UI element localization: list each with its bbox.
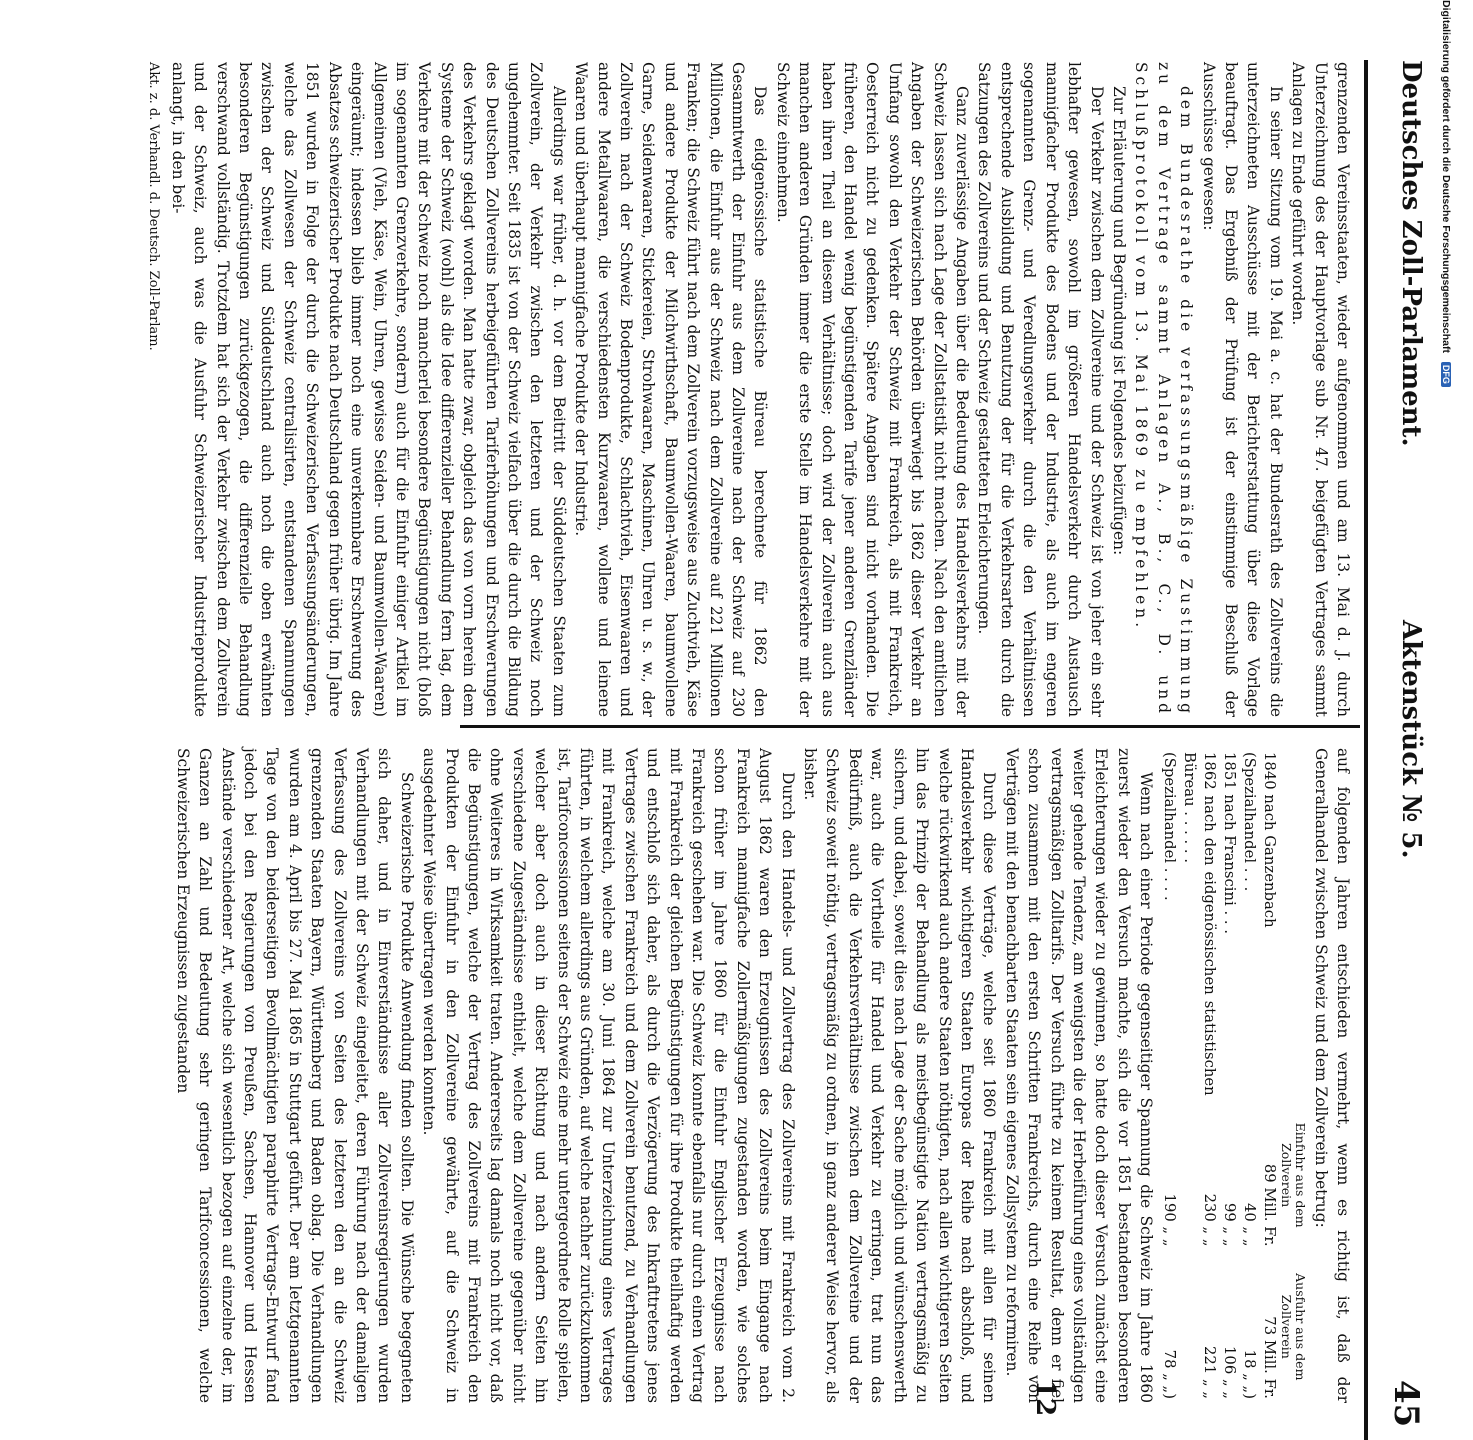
header-document-number: Aktenstück № 5.	[1396, 620, 1426, 859]
page-header	[1366, 60, 1426, 1440]
table-row	[1179, 748, 1219, 1403]
table-cell: 18 „ „)	[1241, 1349, 1259, 1399]
paragraph: Allerdings war früher, d. h. vor dem Beitritt der Süddeutschen Staaten zum Zollverein, der Verkehr zwischen den letzteren und der Schweiz noch ungehemmter. Seit 1835 ist von der Schweiz vielfach über die durch die Bildung des Deutschen Zollvereins herbeigeführten Tariferhöhungen und Erschwerungen des Verkehrs geklagt worden. Man hatte zwar, obgleich das von vorn herein dem Systeme der Schweiz (wohl) als die Idee differenzieller Behandlung fern lag, dem Verkehre mit der Schweiz noch mancherlei besondere Begünstigungen nicht (bloß im sogenannten Grenzverkehre, sondern) auch für die Einfuhr einiger Artikel im Allgemeinen (Vieh, Käse, Wein, Uhren, gewisse Seiden- und Baumwollen-Waaren) eingeräumt; indessen blieb immer noch eine unverkennbare Erschwerung des Absatzes schweizerischer Produkte nach Deutschland gegen früher übrig. Im Jahre 1851 wurden in Folge der durch die Schweizerischen Verfassungsänderungen, welche das Zollwesen der Schweiz centralisirten, entstandenen Spannungen zwischen der Schweiz und Süddeutschland auch noch die oben erwähnten besonderen Begünstigungen zurückgezogen, die differenzielle Behandlung verschwand vollständig. Trotzdem hat sich der Verkehr zwischen dem Zollverein und der Schweiz, auch was die Ausfuhr Schweizerischer Industrieprodukte anlangt, in den bei-	[168, 62, 568, 717]
paragraph: Schweizerische Produkte Anwendung finden sollten. Die Wünsche begegneten sich daher, und in Einverständnisse aller Zollvereinsregierungen wurden Verhandlungen mit der Schweiz eingeleitet, deren Führung nach der damaligen Verfassung des Zollvereins von Seiten des letzteren den an die Schweiz grenzenden Staaten Bayern, Württemberg und Baden oblag. Die Verhandlungen wurden am 4. April bis 27. Mai 1865 in Stuttgart geführt. Der am letztgenannten Tage von den beiderseitigen Bevollmächtigten paraphirte Vertrags-Entwurf fand jedoch bei den Regierungen von Preußen, Sachsen, Hannover und Hessen Anstände verschiedener Art, welche sich wesentlich bezogen auf einzelne der, im Ganzen an Zahl und Bedeutung sehr geringen Tarifconcessionen, welche Schweizerischen Erzeugnissen zugestanden	[173, 748, 416, 1403]
table-cell: 106 „ „	[1221, 1346, 1239, 1399]
table-row	[1219, 748, 1239, 1403]
table-header: Ausfuhr aus dem Zollverein	[1279, 1273, 1309, 1381]
paragraph: Wenn nach einer Periode gegenseitiger Spannung die Schweiz im Jahre 1860 zuerst wieder den Versuch machte, sich die vor 1851 bestandenen besonderen Erleichterungen wieder zu gewinnen, so hatte doch dieser Versuch zunächst eine weiter gehende Tendenz, am wenigsten die der Herbeiführung eines vollständigen vertragsmäßigen Zolltarifs. Der Versuch führte zu keinem Resultat, denn er fiel schon zusammen mit den ersten Schritten Frankreichs, durch eine Reihe von Verträgen mit den benachbarten Staaten sein eigenes Zollsystem zu reformiren.	[1002, 748, 1156, 1403]
signature-mark: 12	[1030, 1380, 1060, 1417]
digitization-credit	[1431, 0, 1452, 1000]
column-divider	[460, 725, 1360, 728]
paragraph: Das eidgenössische statistische Büreau berechnete für 1862 den Gesammtwerth der Einfuhr aus dem Zollvereine nach der Schweiz auf 230 Millionen, die Einfuhr aus der Schweiz nach dem Zollvereine auf 221 Millionen Franken; die Schweiz führt nach dem Zollverein vorzugsweise aus Zuchtvieh, Käse und andere Produkte der Milchwirthschaft, Baumwollen-Waaren, baumwollene Garne, Seidenwaaren, Stickereien, Strohwaaren, Maschinen, Uhren u. s. w., der Zollverein nach der Schweiz Bodenprodukte, Schlachtvieh, Eisenwaaren und andere Metallwaaren, die verschiedensten Kurzwaaren, wollene und leinene Waaren und überhaupt mannigfache Produkte der Industrie.	[572, 62, 770, 717]
dfg-logo-icon: DFG	[1441, 362, 1451, 387]
paragraph: In seiner Sitzung vom 19. Mai a. c. hat der Bundesrath des Zollvereins die unterzeichneten Ausschüsse mit der Berichterstattung über diese Vorlage beauftragt. Das Ergebniß der Prüfung ist der einstimmige Beschluß der Ausschüsse gewesen:	[1199, 62, 1285, 717]
table-cell: (Spezialhandel . . .	[1241, 752, 1259, 892]
page-number: 45	[1386, 1380, 1426, 1428]
motion-text: dem Bundesrathe die verfassungsmäßige Zustimmung zu dem Vertrage sammt Anlagen A., B., C., D. und Schlußprotokoll vom 13. Mai 1869 zu empfehlen.	[1132, 62, 1196, 717]
paragraph: auf folgenden Jahren entschieden vermehrt, wenn es richtig ist, daß der Generalhandel zwischen Schweiz und dem Zollverein betrug:	[1311, 748, 1352, 1403]
table-row	[1159, 748, 1179, 1403]
right-column	[173, 748, 1354, 1403]
table-cell: (Spezialhandel . . . .	[1161, 752, 1179, 901]
table-cell: 1851 nach Franscini . . .	[1221, 752, 1239, 935]
paragraph: Der Verkehr zwischen dem Zollvereine und der Schweiz ist von jeher ein sehr lebhafter gewesen, sowohl im größeren Handelsverkehr durch Austausch mannigfacher Produkte des Bodens und der Industrie, als auch im engeren sogenannten Grenz- und Veredlungsverkehr durch die den Verhältnissen entsprechende Ausbildung und Benutzung der für die Verkehrsarten durch die Satzungen des Zollvereins und der Schweiz gestatteten Erleichterungen.	[975, 62, 1106, 717]
digitization-credit-text: Digitalisierung gefördert durch die Deutsche Forschungsgemeinschaft	[1440, 0, 1452, 353]
left-column	[146, 62, 1354, 717]
table-cell: 40 „ „	[1241, 1203, 1259, 1247]
table-row	[1259, 748, 1279, 1403]
table-cell: 1840 nach Ganzenbach	[1261, 752, 1279, 928]
paragraph: grenzenden Vereinsstaaten, wieder aufgenommen und am 13. Mai d. J. durch Unterzeichnung des der Hauptvorlage sub Nr. 47. beigefügten Vertrages sammt Anlagen zu Ende geführt worden.	[1289, 62, 1352, 717]
trade-statistics-table	[1159, 748, 1307, 1403]
paragraph: Durch diese Verträge, welche seit 1860 Frankreich mit allen für seinen Handelsverkehr wichtigeren Staaten Europas der Reihe nach abschloß, und welche rückwirkend auch andere Staaten nöthigten, nach allen wichtigeren Seiten hin das Prinzip der Behandlung als meistbegünstigte Nation vertragsmäßig zu sichern, und dabei, soweit dies nach Lage der Sache möglich und wünschenswerth war, auch die Vortheile für Handel und Verkehr zu erringen, trat nun das Bedürfniß, auch die Verkehrsverhältnisse zwischen dem Zollvereine und der Schweiz soweit nöthig, vertragsmäßig zu ordnen, in ganz anderer Weise hervor, als bisher.	[801, 748, 999, 1403]
paragraph: Zur Erläuterung und Begründung ist Folgendes beizufügen:	[1109, 86, 1128, 556]
table-cell: 230 „ „	[1201, 1193, 1219, 1247]
table-cell: 73 Mill. Fr.	[1261, 1316, 1279, 1399]
table-row	[1239, 748, 1259, 1403]
header-rule	[1364, 60, 1368, 1440]
table-cell: 190 „ „	[1161, 1193, 1179, 1247]
table-cell: 78 „ „)	[1161, 1349, 1179, 1399]
table-cell: 99 „ „	[1221, 1203, 1239, 1247]
paragraph: Ganz zuverlässige Angaben über die Bedeutung des Handelsverkehrs mit der Schweiz lassen sich nach Lage der Zollstatistik nicht machen. Nach den amtlichen Angaben der Schweizerischen Behörden überwiegt bis 1862 dieser Verkehr an Umfang sowohl den Verkehr der Schweiz mit Frankreich, als mit Frankreich, Oesterreich nicht zu gedenken. Spätere Angaben sind nicht vorhanden. Die früheren, den Handel wenig begünstigenden Tarife jener anderen Grenzländer haben ihren Theil an diesem Verhältnisse; doch wird der Zollverein auch aus manchen anderen Gründen immer die erste Stelle im Handelsverkehre mit der Schweiz einnehmen.	[773, 62, 972, 717]
header-publication-title: Deutsches Zoll-Parlament.	[1396, 60, 1426, 447]
table-header: Einfuhr aus dem Zollverein	[1279, 1122, 1309, 1228]
paragraph: Durch den Handels- und Zollvertrag des Zollvereins mit Frankreich vom 2. August 1862 waren den Erzeugnissen des Zollvereins beim Eingange nach Frankreich mannigfache Zollermäßigungen zugestanden worden, wie solches schon früher im Jahre 1860 für die Einfuhr Englischer Erzeugnisse nach Frankreich geschehen war. Die Schweiz konnte ebenfalls nur durch einen Vertrag mit Frankreich der gleichen Begünstigungen für ihre Produkte theilhaftig werden und entschloß sich daher, als durch die Verzögerung des Inkrafttretens jenes Vertrages zwischen Frankreich und dem Zollverein benutzend, zu Verhandlungen mit Frankreich, welche am 30. Juni 1864 zur Unterzeichnung eines Vertrages führten, in welchem allerdings aus Gründen, auf welche nachher zurückzukommen ist, Tarifconcessionen seitens der Schweiz eine mehr untergeordnete Rolle spielen, welcher aber doch auch in dieser Richtung und nach andern Seiten hin verschiedene Zugeständnisse enthielt, welche dem Zollvereine gegenüber nicht ohne Weiteres in Wirksamkeit traten. Andererseits lag damals noch nicht vor, daß die Begünstigungen, welche der Vertrag des Zollvereins mit Frankreich den Produkten der Einfuhr in den Zollvereine gewährte, auf die Schweiz in ausgedehnter Weise übertragen werden konnten.	[420, 748, 797, 1403]
table-cell: 89 Mill. Fr.	[1261, 1163, 1279, 1247]
footnote: Akt. z. d. Verhandl. d. Deutsch. Zoll-Parlam.	[146, 62, 162, 351]
table-cell: 1862 nach den eidgenössischen statistischen Büreau . . . . . .	[1181, 752, 1219, 1096]
table-cell: 221 „ „	[1201, 1346, 1219, 1399]
